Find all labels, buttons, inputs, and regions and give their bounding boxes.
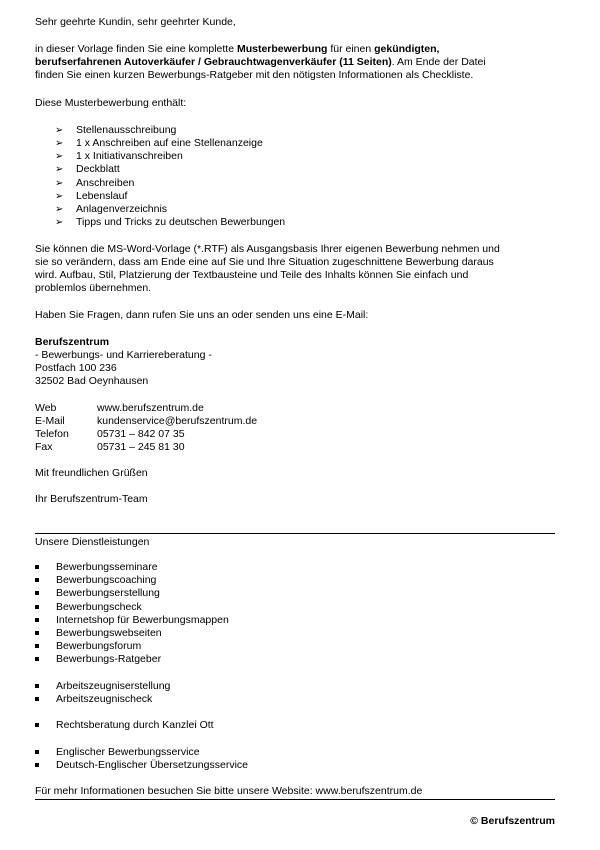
square-bullet-icon xyxy=(35,684,39,688)
company-street: Postfach 100 236 xyxy=(35,362,117,374)
square-bullet-icon xyxy=(35,697,39,701)
square-bullet-icon xyxy=(35,631,39,635)
square-bullet-icon xyxy=(35,618,39,622)
divider xyxy=(35,533,555,534)
contact-label: Fax xyxy=(35,441,53,453)
square-bullet-icon xyxy=(35,605,39,609)
arrow-bullet-icon: ➢ xyxy=(55,191,64,202)
intro-text: in dieser Vorlage finden Sie eine komplette xyxy=(35,43,237,55)
questions-text: Haben Sie Fragen, dann rufen Sie uns an oder senden uns eine E-Mail: xyxy=(35,309,369,321)
arrow-bullet-icon: ➢ xyxy=(55,125,64,136)
more-info-text: Für mehr Informationen besuchen Sie bitte unsere Website: www.berufszentrum.de xyxy=(35,785,423,797)
square-bullet-icon xyxy=(35,763,39,767)
company-name: Berufszentrum xyxy=(35,336,110,348)
phone-value: 05731 – 842 07 35 xyxy=(97,428,185,440)
usage-line-2: sie so verändern, dass am Ende eine auf Sie und Ihre Situation zugeschnittene Bewerbung daraus xyxy=(35,256,494,268)
intro-bold-gekuendigten: gekündigten, xyxy=(374,43,440,55)
square-bullet-icon xyxy=(35,750,39,754)
intro-line-2 xyxy=(35,56,486,69)
fax-value: 05731 – 245 81 30 xyxy=(97,441,185,453)
arrow-bullet-icon: ➢ xyxy=(55,204,64,215)
square-bullet-icon xyxy=(35,723,39,727)
website-link[interactable]: www.berufszentrum.de xyxy=(97,402,204,414)
contact-label: Telefon xyxy=(35,428,69,440)
intro-line-3: finden Sie einen kurzen Bewerbungs-Ratgeber mit den nötigsten Informationen als Checkliste. xyxy=(35,69,474,81)
usage-line-3: wird. Aufbau, Stil, Platzierung der Textbausteine und Teile des Inhalts können Sie einfach und xyxy=(35,269,469,281)
intro-text: . Am Ende der Datei xyxy=(391,56,486,68)
arrow-bullet-icon: ➢ xyxy=(55,178,64,189)
square-bullet-icon xyxy=(35,565,39,569)
intro-line-1 xyxy=(35,43,439,56)
square-bullet-icon xyxy=(35,657,39,661)
arrow-bullet-icon: ➢ xyxy=(55,164,64,175)
copyright: © Berufszentrum xyxy=(470,815,555,827)
contact-label: E-Mail xyxy=(35,415,65,427)
contact-label: Web xyxy=(35,402,57,414)
usage-line-1: Sie können die MS-Word-Vorlage (*.RTF) als Ausgangsbasis Ihrer eigenen Bewerbung nehmen und xyxy=(35,243,500,255)
intro-text: für einen xyxy=(327,43,375,55)
signature: Ihr Berufszentrum-Team xyxy=(35,493,148,505)
greeting: Sehr geehrte Kundin, sehr geehrter Kunde, xyxy=(35,16,236,28)
arrow-bullet-icon: ➢ xyxy=(55,217,64,228)
usage-line-4: problemlos übernehmen. xyxy=(35,282,152,294)
contents-heading: Diese Musterbewerbung enthält: xyxy=(35,97,187,109)
closing: Mit freundlichen Grüßen xyxy=(35,467,148,479)
email-link[interactable]: kundenservice@berufszentrum.de xyxy=(97,415,258,427)
arrow-bullet-icon: ➢ xyxy=(55,151,64,162)
square-bullet-icon xyxy=(35,644,39,648)
square-bullet-icon xyxy=(35,591,39,595)
arrow-bullet-icon: ➢ xyxy=(55,138,64,149)
company-city: 32502 Bad Oeynhausen xyxy=(35,375,149,387)
intro-bold-job-title: berufserfahrenen Autoverkäufer / Gebrauchtwagenverkäufer (11 Seiten) xyxy=(35,56,392,68)
intro-bold-musterbewerbung: Musterbewerbung xyxy=(236,43,328,55)
divider xyxy=(35,799,555,800)
services-heading: Unsere Dienstleistungen xyxy=(35,536,150,548)
square-bullet-icon xyxy=(35,578,39,582)
company-tagline: - Bewerbungs- und Karriereberatung - xyxy=(35,349,212,361)
